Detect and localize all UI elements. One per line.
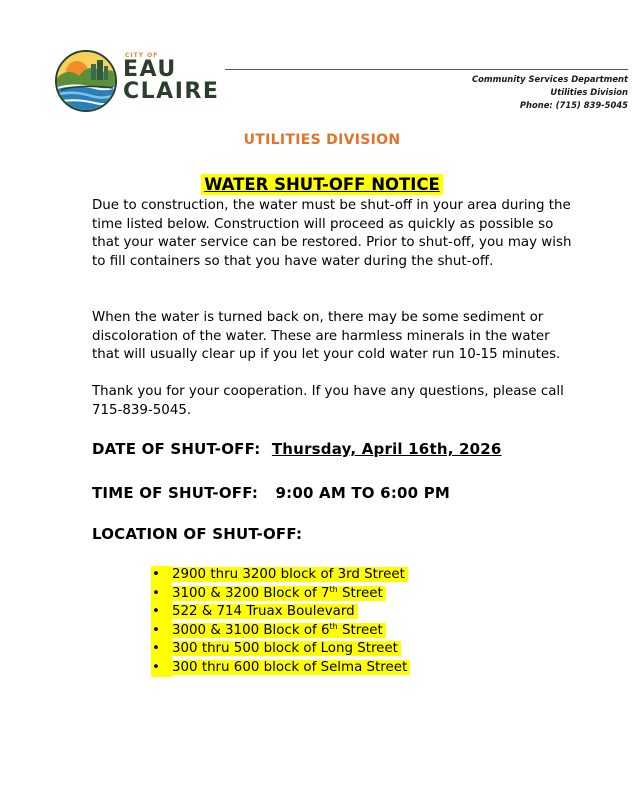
shutoff-time-row [92,483,450,503]
division-name: Utilities Division [550,87,628,97]
list-item [151,640,410,659]
city-name-line1: EAU [123,57,177,82]
paragraph-thanks: Thank you for your cooperation. If you have any questions, please call 715-839-5045. [92,384,564,418]
bullet-icon: • [151,622,172,641]
shutoff-time-label: TIME OF SHUT-OFF: [92,484,259,502]
location-text: 3100 & 3200 Block of 7th Street [172,586,386,601]
shutoff-date-label: DATE OF SHUT-OFF: [92,440,261,458]
location-list [151,566,410,677]
notice-title-wrap [0,174,644,195]
location-text: 3000 & 3100 Block of 6th Street [172,623,386,638]
list-item [151,585,410,604]
phone-number: Phone: (715) 839-5045 [519,100,628,110]
location-text: 300 thru 500 block of Long Street [172,641,401,656]
shutoff-date-value: Thursday, April 16th, 2026 [271,440,502,458]
bullet-icon: • [151,640,172,659]
list-item [151,566,410,585]
shutoff-location-label: LOCATION OF SHUT-OFF: [92,525,303,543]
city-of-label: CITY OF [125,52,159,59]
shutoff-date-row [92,439,502,459]
city-name-line2: CLAIRE [123,79,220,104]
department-block [472,73,628,112]
location-text: 2900 thru 3200 block of 3rd Street [172,567,408,582]
header-divider [225,69,628,70]
location-text: 300 thru 600 block of Selma Street [172,660,410,675]
list-item [151,603,410,622]
notice-title: WATER SHUT-OFF NOTICE [201,174,443,195]
shutoff-time-value: 9:00 AM TO 6:00 PM [275,484,451,502]
list-item [151,659,410,678]
location-text: 522 & 714 Truax Boulevard [172,604,358,619]
list-item [151,622,410,641]
bullet-icon: • [151,659,172,678]
paragraph-sediment: When the water is turned back on, there may be some sediment or discoloration of the water. These are harmless minerals in the water that will usually clear up if you let your cold water run 10-15 minutes. [92,310,561,362]
city-emblem-icon [55,50,117,112]
bullet-icon: • [151,603,172,622]
division-title: UTILITIES DIVISION [243,132,401,148]
bullet-icon: • [151,566,172,585]
department-name: Community Services Department [471,74,628,84]
paragraph-construction: Due to construction, the water must be shut-off in your area during the time listed below. Construction will proceed as quickly as possible so that your water service can be restored. Prior to shut-off, you may wish to fill containers so that you have water during the shut-off. [92,198,572,269]
city-logo [55,48,220,112]
bullet-icon: • [151,585,172,604]
